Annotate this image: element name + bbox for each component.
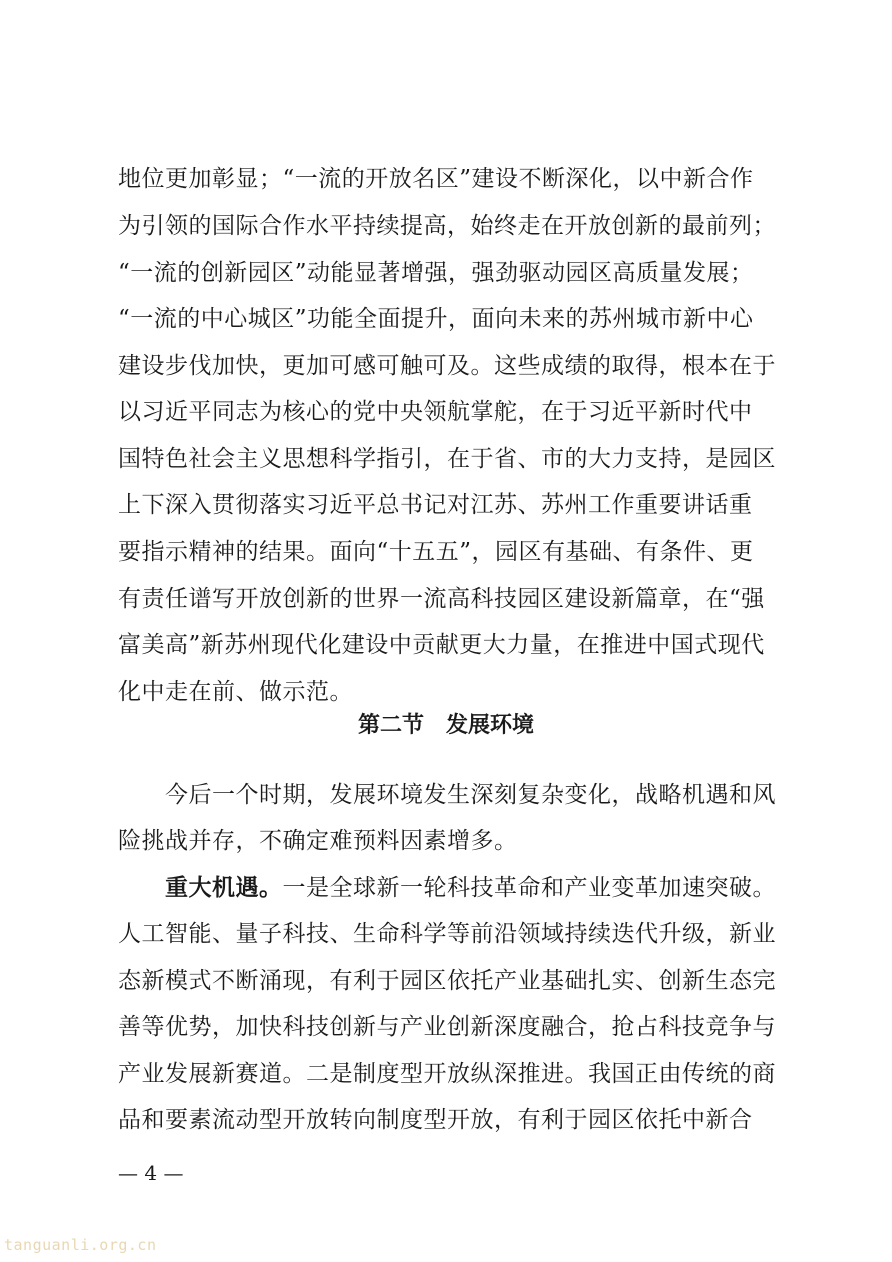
body-line: “一流的创新园区”动能显著增强，强劲驱动园区高质量发展； bbox=[118, 260, 754, 286]
section-heading: 第二节 发展环境 bbox=[357, 713, 534, 738]
body-line: 化中走在前、做示范。 bbox=[118, 679, 353, 705]
body-text: 一是全球新一轮科技革命和产业变革加速突破。 bbox=[282, 875, 776, 901]
body-line: “一流的中心城区”功能全面提升，面向未来的苏州城市新中心 bbox=[118, 306, 754, 332]
body-line: 地位更加彰显；“一流的开放名区”建设不断深化，以中新合作 bbox=[118, 166, 754, 192]
body-line: 人工智能、量子科技、生命科学等前沿领域持续迭代升级，新业 bbox=[118, 921, 776, 947]
body-line: 险挑战并存，不确定难预料因素增多。 bbox=[118, 828, 518, 854]
body-line bbox=[165, 873, 778, 903]
body-line: 为引领的国际合作水平持续提高，始终走在开放创新的最前列； bbox=[118, 213, 776, 239]
body-line: 产业发展新赛道。二是制度型开放纵深推进。我国正由传统的商 bbox=[118, 1061, 776, 1087]
watermark-text: tanguanli.org.cn bbox=[4, 1236, 157, 1254]
page-number: — 4 — bbox=[118, 1161, 184, 1185]
body-line: 善等优势，加快科技创新与产业创新深度融合，抢占科技竞争与 bbox=[118, 1014, 776, 1040]
body-line: 要指示精神的结果。面向“十五五”，园区有基础、有条件、更 bbox=[118, 539, 754, 565]
body-line: 以习近平同志为核心的党中央领航掌舵，在于习近平新时代中 bbox=[118, 399, 753, 425]
body-line: 建设步伐加快，更加可感可触可及。这些成绩的取得，根本在于 bbox=[118, 353, 776, 379]
bold-lead-text: 重大机遇。 bbox=[165, 874, 283, 901]
body-line: 品和要素流动型开放转向制度型开放，有利于园区依托中新合 bbox=[118, 1107, 753, 1133]
body-line: 今后一个时期，发展环境发生深刻复杂变化，战略机遇和风 bbox=[165, 782, 776, 808]
body-line: 有责任谱写开放创新的世界一流高科技园区建设新篇章，在“强 bbox=[118, 586, 765, 612]
body-line: 态新模式不断涌现，有利于园区依托产业基础扎实、创新生态完 bbox=[118, 968, 776, 994]
body-line: 上下深入贯彻落实习近平总书记对江苏、苏州工作重要讲话重 bbox=[118, 492, 753, 518]
body-line: 富美高”新苏州现代化建设中贡献更大力量，在推进中国式现代 bbox=[118, 632, 765, 658]
body-line: 国特色社会主义思想科学指引，在于省、市的大力支持，是园区 bbox=[118, 446, 776, 472]
